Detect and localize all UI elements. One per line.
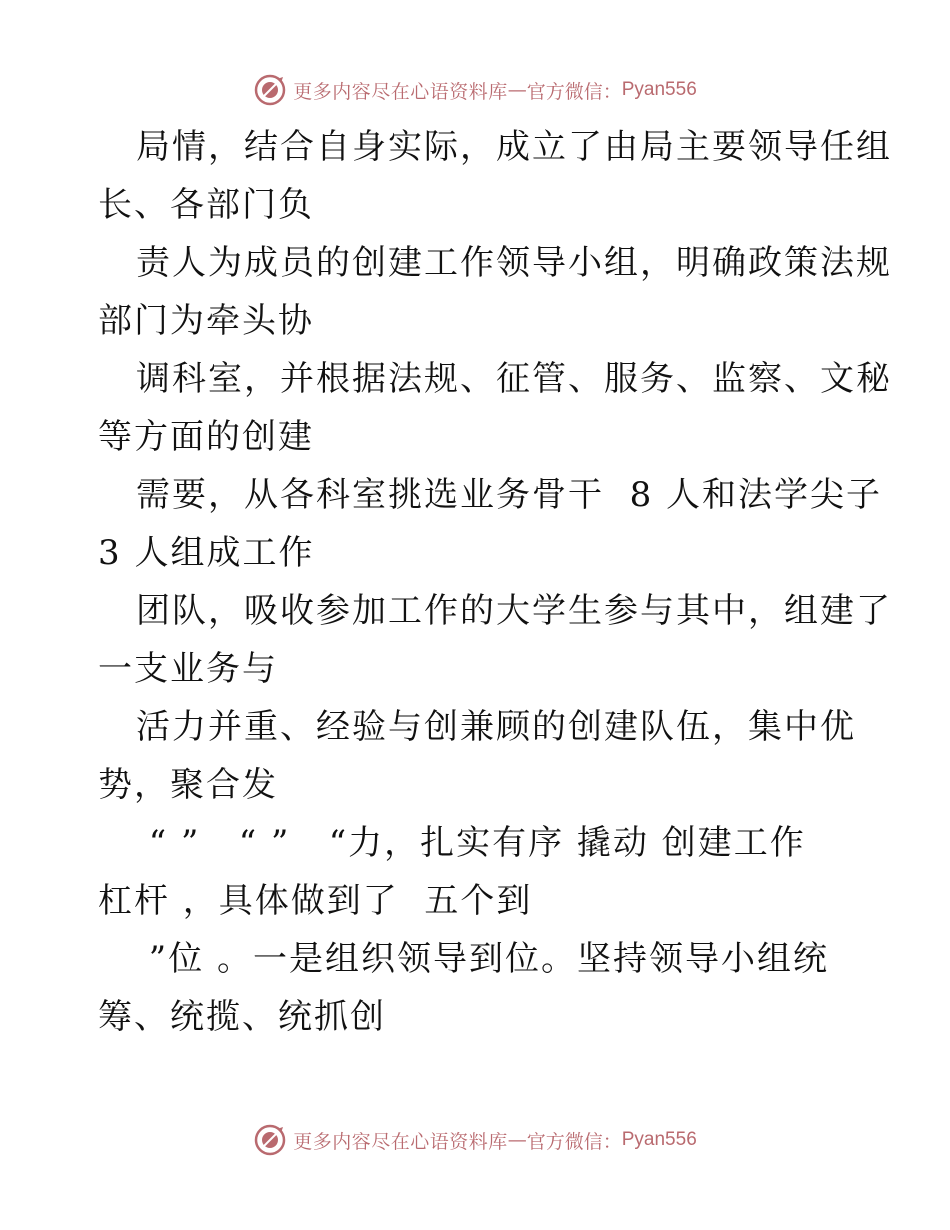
body-line: ”位 。一是组织领导到位。坚持领导小组统 — [136, 939, 829, 979]
body-line: 需要，从各科室挑选业务骨干 8 人和法学尖子 — [136, 475, 883, 515]
footer-watermark — [0, 1120, 950, 1160]
body-line: 一支业务与 — [98, 649, 278, 689]
watermark-dash: — — [507, 1129, 527, 1151]
body-line: 团队，吸收参加工作的大学生参与其中，组建了 — [136, 591, 892, 631]
body-line: 等方面的创建 — [98, 417, 314, 457]
watermark-contact-id: Pyan556 — [621, 79, 697, 100]
body-line: 局情，结合自身实际，成立了由局主要领导任组 — [136, 127, 892, 167]
watermark-contact-label: 官方微信： — [526, 80, 622, 103]
watermark-text: 更多内容尽在心语资料库 — [293, 1130, 508, 1153]
body-line: 长、各部门负 — [98, 185, 314, 225]
body-line: 势，聚合发 — [98, 765, 278, 805]
body-line: 3 人组成工作 — [98, 533, 315, 573]
watermark-dash: — — [507, 79, 527, 101]
document-body — [98, 118, 898, 1046]
header-watermark — [0, 70, 950, 110]
body-line: 杠杆 ，具体做到了 五个到 — [98, 881, 533, 921]
watermark-contact-id: Pyan556 — [621, 1129, 697, 1150]
body-line: 调科室，并根据法规、征管、服务、监察、文秘 — [136, 359, 892, 399]
body-line: “ ” “ ” “力，扎实有序 撬动 创建工作 — [136, 823, 806, 863]
watermark-contact-label: 官方微信： — [526, 1130, 622, 1153]
seal-icon — [253, 1123, 287, 1157]
body-line: 活力并重、经验与创兼顾的创建队伍，集中优 — [136, 707, 856, 747]
body-line: 责人为成员的创建工作领导小组，明确政策法规 — [136, 243, 892, 283]
body-line: 筹、统揽、统抓创 — [98, 997, 386, 1037]
body-line: 部门为牵头协 — [98, 301, 314, 341]
watermark-text: 更多内容尽在心语资料库 — [293, 80, 508, 103]
seal-icon — [253, 73, 287, 107]
